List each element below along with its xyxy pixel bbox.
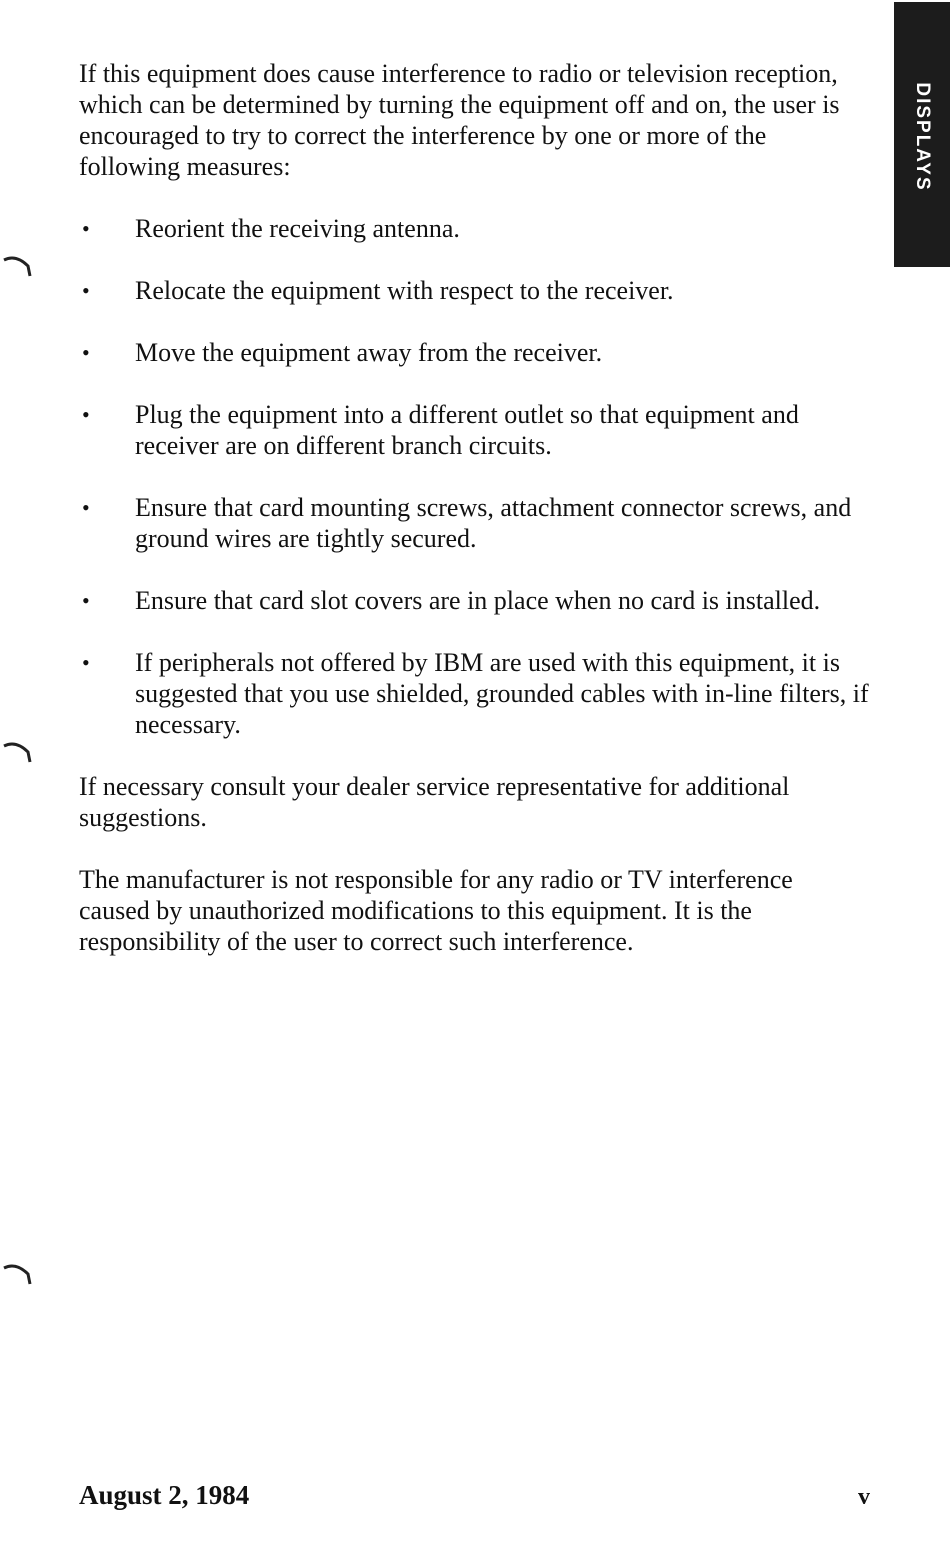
scan-mark-middle bbox=[2, 740, 32, 764]
bullet-icon: • bbox=[82, 340, 90, 365]
bullet-icon: • bbox=[82, 650, 90, 675]
list-item bbox=[79, 213, 869, 244]
section-tab bbox=[894, 2, 950, 267]
bullet-icon: • bbox=[82, 278, 90, 303]
footer-date: August 2, 1984 bbox=[79, 1480, 250, 1510]
list-item bbox=[79, 492, 869, 554]
list-item-text: If peripherals not offered by IBM are used with this equipment, it is suggested that you use shielded, grounded cables with in-line filters, if necessary. bbox=[135, 648, 869, 739]
list-item-text: Ensure that card mounting screws, attachment connector screws, and ground wires are tightly secured. bbox=[135, 493, 852, 553]
section-tab-label: DISPLAYS bbox=[912, 82, 933, 192]
intro-paragraph: If this equipment does cause interference to radio or television reception, which can be determined by turning the equipment off and on, the user is encouraged to try to correct the interference by one or more of the following measures: bbox=[79, 59, 840, 181]
page-body bbox=[79, 58, 869, 988]
list-item bbox=[79, 275, 869, 306]
list-item-text: Relocate the equipment with respect to the receiver. bbox=[135, 276, 674, 305]
bullet-icon: • bbox=[82, 402, 90, 427]
page-number: v bbox=[858, 1484, 870, 1510]
list-item bbox=[79, 399, 869, 461]
bullet-icon: • bbox=[82, 216, 90, 241]
list-item bbox=[79, 585, 869, 616]
list-item bbox=[79, 647, 869, 740]
bullet-icon: • bbox=[82, 588, 90, 613]
responsibility-paragraph: The manufacturer is not responsible for any radio or TV interference caused by unauthorized modifications to this equipment. It is the responsibility of the user to correct such interference. bbox=[79, 865, 793, 956]
consult-paragraph: If necessary consult your dealer service representative for additional suggestions. bbox=[79, 772, 790, 832]
list-item bbox=[79, 337, 869, 368]
list-item-text: Reorient the receiving antenna. bbox=[135, 214, 460, 243]
list-item-text: Move the equipment away from the receiver. bbox=[135, 338, 603, 367]
scan-mark-bottom bbox=[2, 1262, 32, 1286]
measures-list bbox=[79, 213, 869, 740]
list-item-text: Ensure that card slot covers are in place when no card is installed. bbox=[135, 586, 821, 615]
scan-mark-top bbox=[2, 254, 32, 278]
bullet-icon: • bbox=[82, 495, 90, 520]
list-item-text: Plug the equipment into a different outlet so that equipment and receiver are on different branch circuits. bbox=[135, 400, 799, 460]
